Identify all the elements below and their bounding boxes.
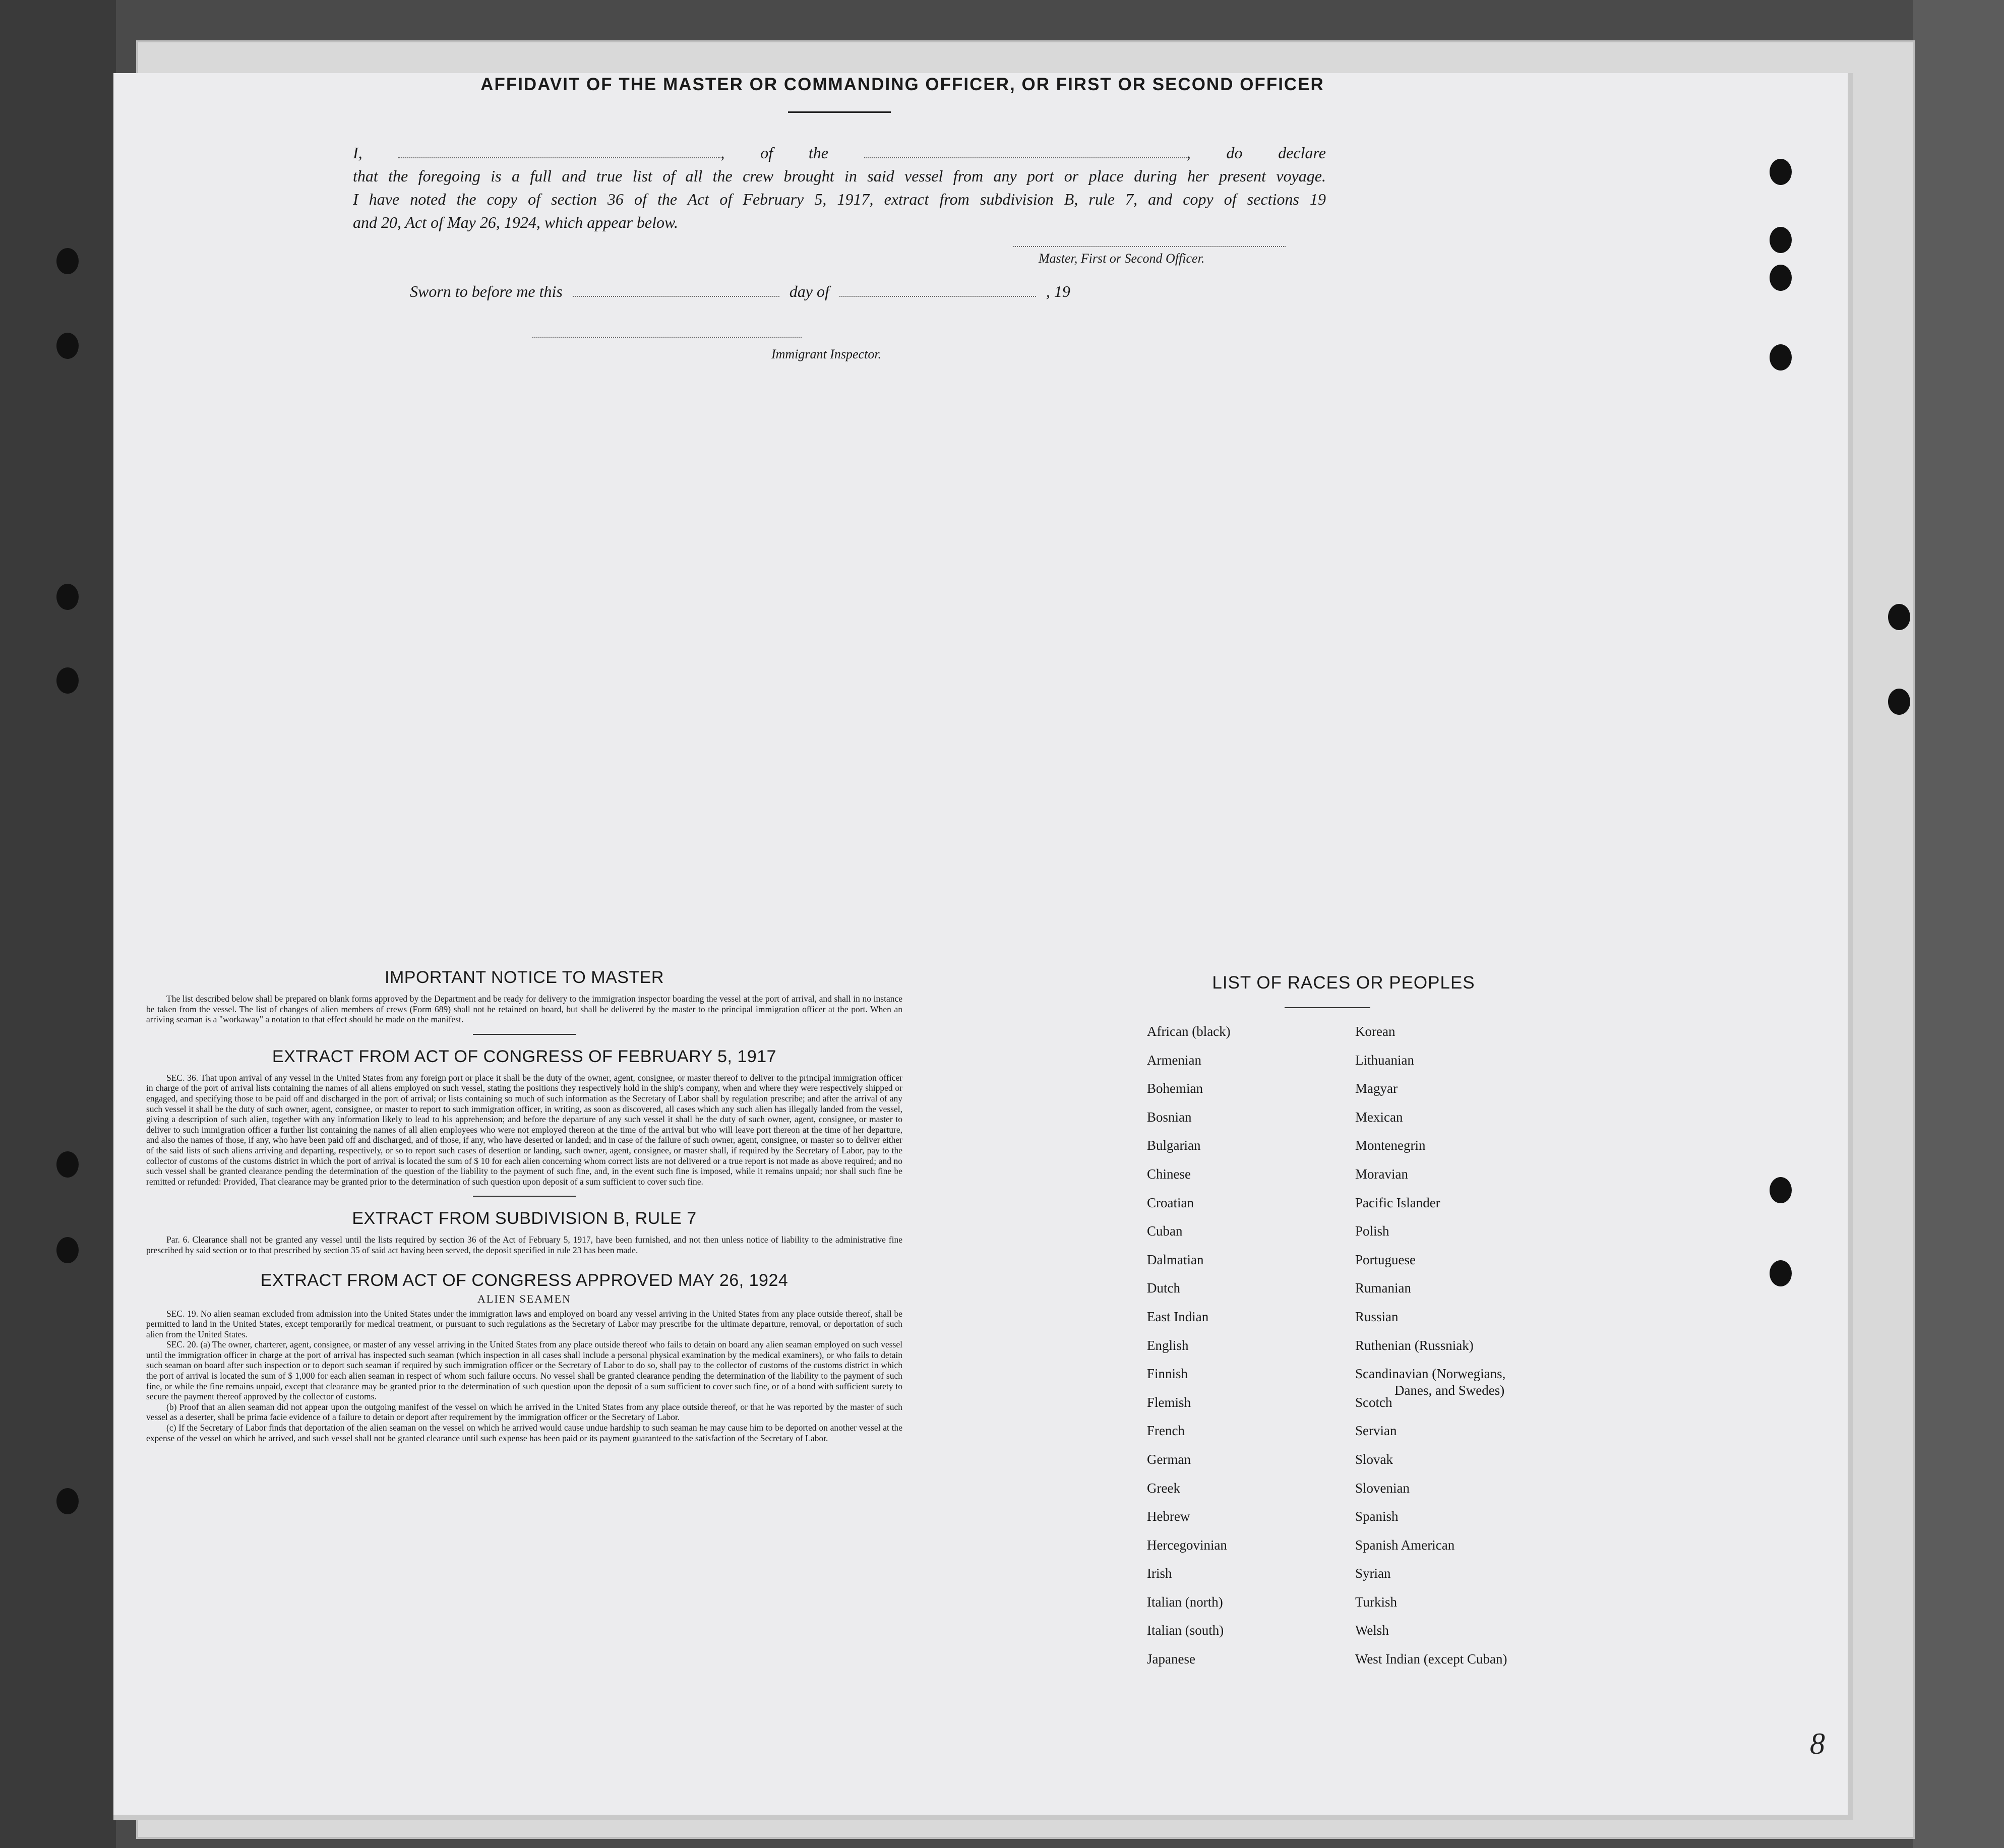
affidavit-divider xyxy=(788,111,891,113)
list-item: Rumanian xyxy=(1355,1280,1411,1296)
list-item: Dalmatian xyxy=(1147,1252,1204,1267)
list-item: Mexican xyxy=(1355,1109,1403,1125)
list-item: Greek xyxy=(1147,1480,1180,1496)
races-list-left xyxy=(1147,1021,1231,1677)
punch-hole-icon xyxy=(56,248,79,274)
sworn-day-field[interactable] xyxy=(573,283,779,297)
list-item: Croatian xyxy=(1147,1195,1194,1210)
list-item: Lithuanian xyxy=(1355,1052,1414,1068)
year-label: , 19 xyxy=(1046,282,1070,300)
day-of-label: day of xyxy=(789,282,829,300)
section-divider xyxy=(473,1196,576,1197)
punch-hole-icon xyxy=(56,1488,79,1514)
list-item: Moravian xyxy=(1355,1166,1408,1182)
punch-hole-icon xyxy=(1770,265,1792,291)
sworn-month-field[interactable] xyxy=(839,283,1036,297)
races-heading: LIST OF RACES OR PEOPLES xyxy=(1212,973,1475,993)
list-item: Spanish xyxy=(1355,1509,1399,1524)
legal-notices xyxy=(146,968,902,1443)
list-item: Turkish xyxy=(1355,1594,1398,1610)
list-item: German xyxy=(1147,1451,1191,1467)
list-item: Cuban xyxy=(1147,1223,1183,1239)
declarant-name-field[interactable] xyxy=(398,144,720,158)
binder-edge-right xyxy=(1913,0,2004,1848)
list-item: Slovenian xyxy=(1355,1480,1410,1496)
races-divider xyxy=(1285,1007,1370,1008)
list-item: Finnish xyxy=(1147,1366,1188,1382)
list-item: Flemish xyxy=(1147,1394,1191,1410)
punch-hole-icon xyxy=(1770,344,1792,371)
list-item: Armenian xyxy=(1147,1052,1201,1068)
extract-1924-sec20c: (c) If the Secretary of Labor finds that deportation of the alien seaman on the vessel on which he arrived would cause undue hardship to such seaman he may cause him to be deported on another vessel at the expense of the vessel on which he arrived, and such vessel shall not be granted clearance until such expense has been paid or its payment guaranteed to the satisfaction of the Secretary of Labor. xyxy=(146,1423,902,1443)
binder-edge-left xyxy=(0,0,116,1848)
master-signature-label: Master, First or Second Officer. xyxy=(1039,251,1205,266)
notice-body: The list described below shall be prepared on blank forms approved by the Department and be ready for delivery to the immigration inspector boarding the vessel at the port of arrival, and shall in no instance be taken from the vessel. The list of changes of alien members of crews (Form 689) shall not be retained on board, but shall be delivered by the master to the principal immigration officer at the port. When an arriving seaman is a "workaway" a notation to that effect should be made on the manifest. xyxy=(146,994,902,1025)
punch-hole-icon xyxy=(1770,227,1792,253)
list-item: Magyar xyxy=(1355,1081,1398,1096)
list-item: Scotch xyxy=(1355,1394,1392,1410)
list-item: Bosnian xyxy=(1147,1109,1192,1125)
sworn-label: Sworn to before me this xyxy=(410,282,563,300)
punch-hole-icon xyxy=(56,333,79,359)
manifest-page xyxy=(113,73,1853,1820)
do-declare-label: , do declare xyxy=(1186,144,1326,162)
list-item: Syrian xyxy=(1355,1566,1391,1581)
list-item: Hercegovinian xyxy=(1147,1537,1227,1553)
list-item: Bohemian xyxy=(1147,1081,1203,1096)
list-item: Irish xyxy=(1147,1566,1172,1581)
sworn-statement xyxy=(410,282,1070,301)
vessel-name-field[interactable] xyxy=(864,144,1187,158)
punch-hole-icon xyxy=(1770,159,1792,185)
punch-hole-icon xyxy=(56,667,79,694)
punch-hole-icon xyxy=(56,1237,79,1263)
inspector-signature-label: Immigrant Inspector. xyxy=(771,347,882,361)
list-item: Polish xyxy=(1355,1223,1389,1239)
list-item: Italian (south) xyxy=(1147,1623,1224,1638)
list-item: Italian (north) xyxy=(1147,1594,1223,1610)
list-item: West Indian (except Cuban) xyxy=(1355,1651,1507,1667)
extract-1917-heading: EXTRACT FROM ACT OF CONGRESS OF FEBRUARY 5, 1917 xyxy=(272,1046,777,1066)
list-item: Hebrew xyxy=(1147,1509,1190,1524)
list-item: Welsh xyxy=(1355,1623,1389,1638)
declaration-line xyxy=(353,141,1326,164)
races-list-right xyxy=(1355,1021,1507,1677)
extract-1924-sec19: SEC. 19. No alien seaman excluded from admission into the United States under the immigration laws and employed on board any vessel arriving in the United States from any place outside thereof, shall be permitted to land in the United States, except temporarily for medical treatment, or pursuant to such regulations as the Secretary of Labor may prescribe for the ultimate departure, removal, or deportation of such alien from the United States. xyxy=(146,1308,902,1339)
declaration-text: I have noted the copy of section 36 of the Act of February 5, 1917, extract from subdivision B, rule 7, and copy of sections 19 xyxy=(353,190,1326,208)
list-item: Servian xyxy=(1355,1423,1397,1439)
extract-1924-sec20b: (b) Proof that an alien seaman did not appear upon the outgoing manifest of the vessel on which he arrived in the United States from any place outside thereof, or that he was reported by the master of such vessel as a deserter, shall be prima facie evidence of a failure to detain or deport after requirement by the immigration officer or the Secretary of Labor. xyxy=(146,1401,902,1423)
extract-rule7-heading: EXTRACT FROM SUBDIVISION B, RULE 7 xyxy=(352,1209,697,1228)
list-item: East Indian xyxy=(1147,1309,1209,1324)
list-item-label: Scandinavian (Norwegians, xyxy=(1355,1366,1506,1382)
list-item: Ruthenian (Russniak) xyxy=(1355,1337,1474,1353)
list-item: Spanish American xyxy=(1355,1537,1455,1553)
punch-hole-icon xyxy=(1770,1177,1792,1203)
punch-hole-icon xyxy=(1888,604,1910,630)
punch-hole-icon xyxy=(1888,689,1910,715)
affidavit-title: AFFIDAVIT OF THE MASTER OR COMMANDING OFFICER, OR FIRST OR SECOND OFFICER xyxy=(480,75,1324,94)
punch-hole-icon xyxy=(1770,1260,1792,1286)
extract-1917-body: SEC. 36. That upon arrival of any vessel in the United States from any foreign port or place it shall be the duty of the owner, agent, consignee, or master thereof to deliver to the principal immigration officer in charge of the port of arrival lists containing the names of all aliens employed on such vessel, stating the positions they respectively hold in the ship's company, when and where they were respectively shipped or engaged, and specifying those to be paid off and discharged in the port of arrival; or lists containing so much of such information as the Secretary of Labor shall by regulation prescribe; and after the arrival of any such vessel it shall be the duty of such owner, agent, consignee, or master to report to such immigration officer, in writing, as soon as discovered, all cases which any such alien has illegally landed from the vessel, giving a description of such alien, together with any information likely to lead to his apprehension; and before the departure of any such vessel it shall be the duty of such owner, agent, consignee, or master to deliver to such immigration officer a further list containing the names of all alien employees who were not employed thereon at the time of the arrival but who will leave port thereon at the time of her departure, and also the names of those, if any, who have been paid off and discharged, and of those, if any, who have deserted or landed; and in case of the failure of such owner, agent, consignee, or master so to deliver either of the said lists of such aliens arriving and departing, respectively, or so to report such cases of desertion or landing, such owner, agent, consignee, or master shall, if required by the Secretary of Labor, pay to the collector of customs of the customs district in which the port of arrival is located the sum of $ 10 for each alien concerning whom correct lists are not delivered or a true report is not made as above required; and no such vessel shall be granted clearance pending the determination of the question of the liability to the payment of such fine, and, in the event such fine is imposed, while it remains unpaid; nor shall such fine be remitted or refunded: Provided, That clearance may be granted prior to the determination of such question upon deposit of a sum sufficient to cover such fine. xyxy=(146,1072,902,1187)
extract-rule7-body: Par. 6. Clearance shall not be granted any vessel until the lists required by section 36 of the Act of February 5, 1917, have been furnished, and not then unless notice of liability to the administrative fine prescribed by said section or to that prescribed by section 35 of said act having been served, the deposit specified in rule 23 has been made. xyxy=(146,1235,902,1255)
list-item: Montenegrin xyxy=(1355,1138,1426,1153)
list-item: Dutch xyxy=(1147,1280,1180,1296)
punch-hole-icon xyxy=(56,1151,79,1178)
list-item: Japanese xyxy=(1147,1651,1195,1667)
of-the-label: , of the xyxy=(720,144,828,162)
list-item: Russian xyxy=(1355,1309,1399,1324)
declarant-prefix: I, xyxy=(353,144,362,162)
list-item: Bulgarian xyxy=(1147,1138,1201,1153)
notice-heading: IMPORTANT NOTICE TO MASTER xyxy=(385,968,664,987)
list-item: African (black) xyxy=(1147,1024,1231,1039)
extract-1924-sec20a: SEC. 20. (a) The owner, charterer, agent, consignee, or master of any vessel arriving in the United States from any place outside thereof who fails to detain on board any alien seaman employed on such vessel until the immigration officer in charge at the port of arrival has inspected such seaman (which inspection in all cases shall include a personal physical examination by the medical examiners), or who fails to detain such seaman on board after such inspection or to deport such seaman if required by such immigration officer or the Secretary of Labor to do so, shall pay to the collector of customs of the customs district in which the port of arrival is located the sum of $ 1,000 for each alien seaman in respect of whom such failure occurs. No vessel shall be granted clearance pending the determination of the liability to the payment of such fine, or while the fine remains unpaid, except that clearance may be granted prior to the determination of such question upon the deposit of a sum sufficient to cover such fine, or of a bond with sufficient surety to secure the payment thereof approved by the collector of customs. xyxy=(146,1339,902,1402)
affidavit-body xyxy=(353,141,1326,234)
list-item: Slovak xyxy=(1355,1451,1393,1467)
declaration-text: and 20, Act of May 26, 1924, which appear below. xyxy=(353,213,678,231)
list-item: Portuguese xyxy=(1355,1252,1416,1267)
list-item: Pacific Islander xyxy=(1355,1195,1440,1210)
handwritten-page-number: 8 xyxy=(1810,1727,1825,1760)
master-signature-field[interactable] xyxy=(1013,246,1286,247)
extract-1924-subheading: ALIEN SEAMEN xyxy=(477,1292,571,1305)
list-item: Korean xyxy=(1355,1024,1395,1039)
extract-1924-heading: EXTRACT FROM ACT OF CONGRESS APPROVED MAY 26, 1924 xyxy=(260,1270,788,1290)
list-item-continuation: Danes, and Swedes) xyxy=(1394,1383,1505,1398)
list-item xyxy=(1355,1363,1507,1398)
inspector-signature-field[interactable] xyxy=(532,337,802,338)
list-item: English xyxy=(1147,1337,1189,1353)
section-divider xyxy=(473,1034,576,1035)
declaration-text: that the foregoing is a full and true list of all the crew brought in said vessel from any port or place during her present voyage. xyxy=(353,167,1326,185)
punch-hole-icon xyxy=(56,584,79,610)
list-item: Chinese xyxy=(1147,1166,1191,1182)
list-item: French xyxy=(1147,1423,1185,1439)
